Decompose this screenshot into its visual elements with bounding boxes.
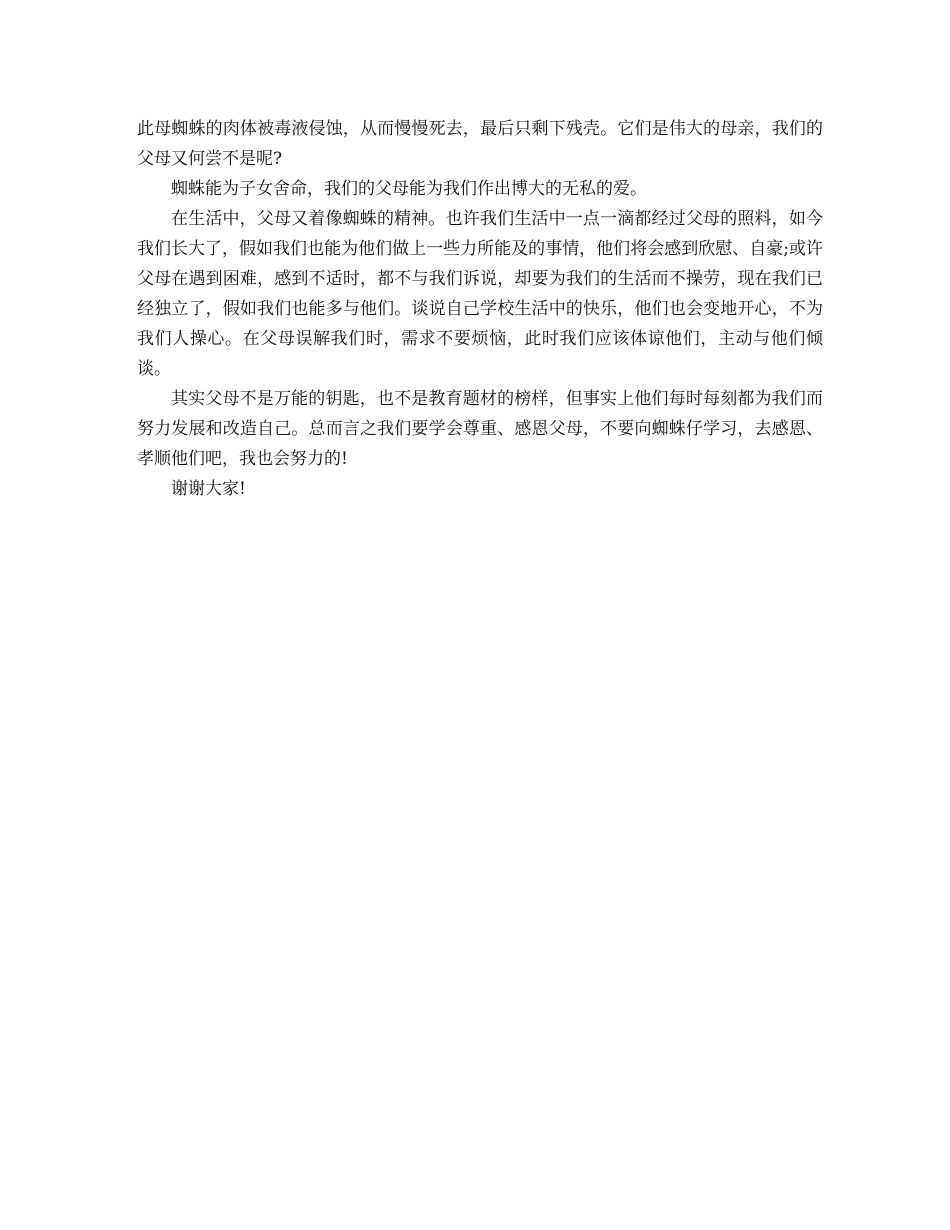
paragraph-3: 在生活中，父母又着像蜘蛛的精神。也许我们生活中一点一滴都经过父母的照料，如今我们长大了，假如我们也能为他们做上一些力所能及的事情，他们将会感到欣慰、自豪;或许父母在遇到困难，感到不适时，都不与我们诉说，却要为我们的生活而不操劳，现在我们已经独立了，假如我们也能多与他们。谈说自己学校生活中的快乐，他们也会变地开心，不为我们人操心。在父母误解我们时，需求不要烦恼，此时我们应该体谅他们，主动与他们倾谈。: [137, 209, 823, 379]
paragraph-1: 此母蜘蛛的肉体被毒液侵蚀，从而慢慢死去，最后只剩下残壳。它们是伟大的母亲，我们的父母又何尝不是呢?: [137, 119, 823, 169]
document-body: [137, 114, 823, 504]
paragraph-4: 其实父母不是万能的钥匙，也不是教育题材的榜样，但事实上他们每时每刻都为我们而努力发展和改造自己。总而言之我们要学会尊重、感恩父母，不要向蜘蛛仔学习，去感恩、孝顺他们吧，我也会努力的!: [137, 389, 823, 469]
paragraph-2: 蜘蛛能为子女舍命，我们的父母能为我们作出博大的无私的爱。: [171, 179, 647, 199]
paragraph-5: 谢谢大家!: [171, 479, 246, 499]
